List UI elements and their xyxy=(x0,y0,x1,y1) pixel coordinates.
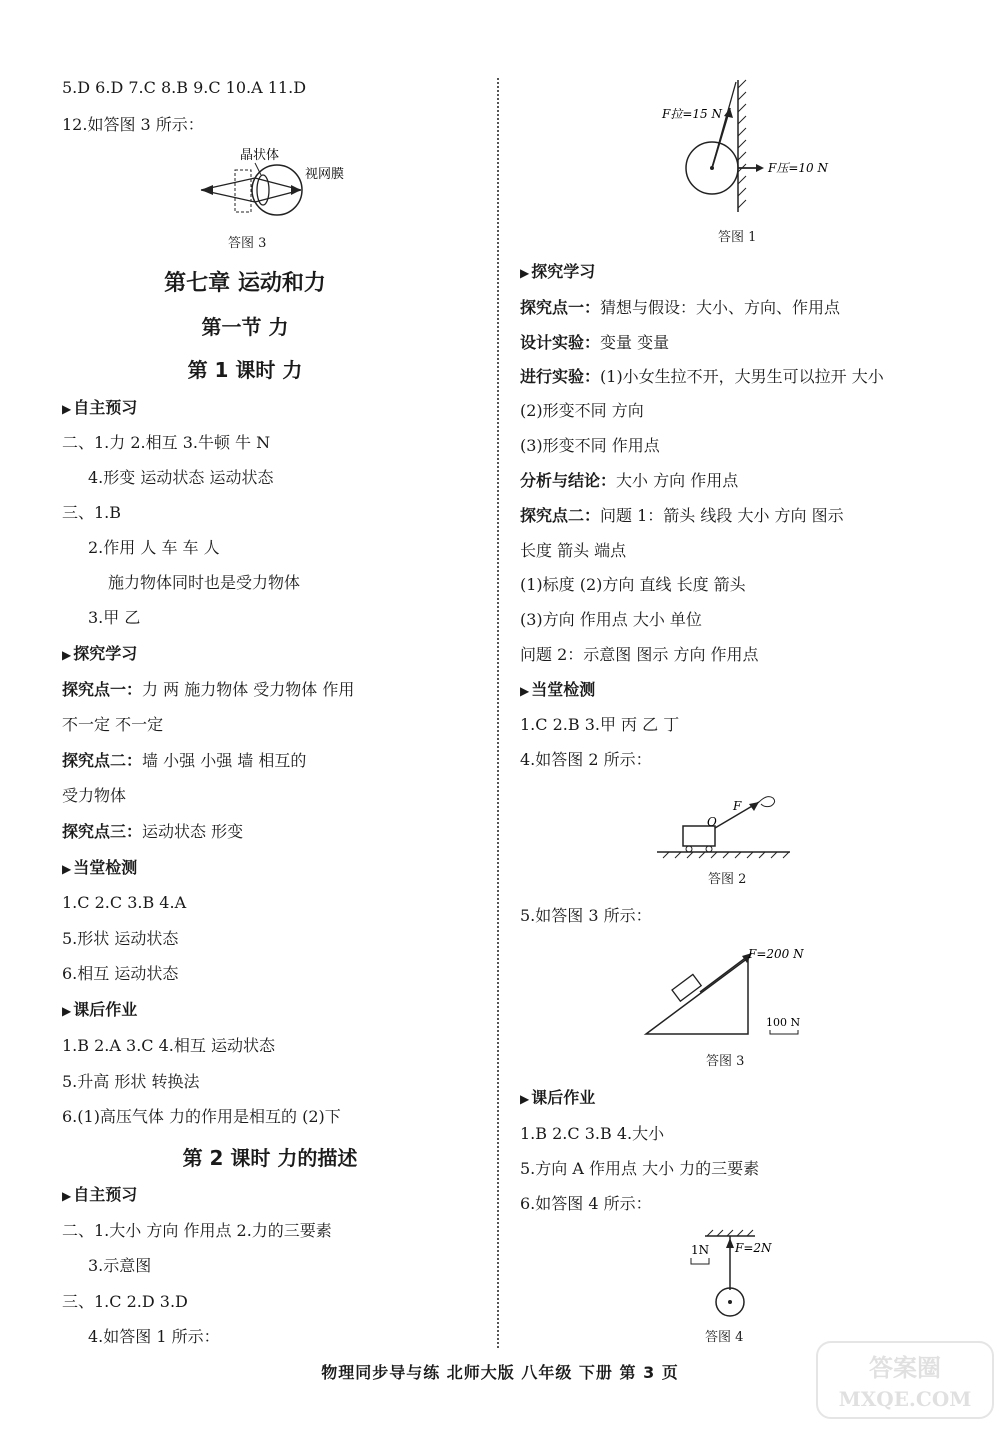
preview2-line: 二、1.大小 方向 作用点 2.力的三要素 xyxy=(62,1221,332,1240)
figure-1-caption: 答图 1 xyxy=(718,230,757,245)
lesson-2-title: 第 2 课时 力的描述 xyxy=(182,1146,358,1170)
explore-line: 探究点三：运动状态 形变 xyxy=(62,822,244,841)
fig2-o-label: O xyxy=(707,815,717,829)
chapter-title: 第七章 运动和力 xyxy=(164,271,326,296)
eye-lens-label: 晶状体 xyxy=(240,148,280,163)
explore2-line: 设计实验：变量 变量 xyxy=(520,333,670,352)
homework2-line: 5.方向 A 作用点 大小 力的三要素 xyxy=(520,1159,760,1178)
heading-check-2: ▶ 当堂检测 xyxy=(520,680,596,699)
explore2-line: (2)形变不同 方向 xyxy=(520,401,644,420)
explore2-line: (1)标度 (2)方向 直线 长度 箭头 xyxy=(520,575,746,594)
explore-line: 探究点一：力 两 施力物体 受力物体 作用 xyxy=(62,680,355,699)
homework2-line: 1.B 2.C 3.B 4.大小 xyxy=(520,1124,665,1143)
figure-1-ball-wall xyxy=(660,78,840,218)
explore2-line: 长度 箭头 端点 xyxy=(520,541,627,560)
eye-retina-label: 视网膜 xyxy=(305,167,345,182)
check2-line: 5.如答图 3 所示： xyxy=(520,906,652,925)
heading-preview-2: ▶ 自主预习 xyxy=(62,1185,138,1204)
explore2-line: 探究点二：问题 1：箭头 线段 大小 方向 图示 xyxy=(520,506,844,525)
lesson-1-title: 第 1 课时 力 xyxy=(187,358,303,382)
preview2-line: 4.如答图 1 所示： xyxy=(88,1327,220,1346)
figure-4-caption: 答图 4 xyxy=(705,1330,744,1345)
answers-5-11: 5.D 6.D 7.C 8.B 9.C 10.A 11.D xyxy=(62,78,307,97)
svg-text:答案圈: 答案圈 xyxy=(869,1353,941,1382)
preview2-line: 3.示意图 xyxy=(88,1256,152,1275)
check-line: 1.C 2.C 3.B 4.A xyxy=(62,893,187,912)
preview-line: 4.形变 运动状态 运动状态 xyxy=(88,468,274,487)
check-line: 6.相互 运动状态 xyxy=(62,964,179,983)
preview-line: 3.甲 乙 xyxy=(88,608,141,627)
preview-line: 2.作用 人 车 车 人 xyxy=(88,538,220,557)
explore2-line: 分析与结论：大小 方向 作用点 xyxy=(520,471,739,490)
preview-line: 三、1.B xyxy=(62,503,122,522)
heading-homework-1: ▶ 课后作业 xyxy=(62,1000,138,1019)
homework-line: 6.(1)高压气体 力的作用是相互的 (2)下 xyxy=(62,1107,341,1126)
fig3-f-label: F=200 N xyxy=(748,947,804,961)
explore-line: 受力物体 xyxy=(62,786,127,805)
figure-3-caption: 答图 3 xyxy=(706,1054,745,1069)
heading-explore-2: ▶ 探究学习 xyxy=(520,262,596,281)
heading-check-1: ▶ 当堂检测 xyxy=(62,858,138,877)
heading-explore-1: ▶ 探究学习 xyxy=(62,644,138,663)
explore-line: 探究点二：墙 小强 小强 墙 相互的 xyxy=(62,751,307,770)
section-title: 第一节 力 xyxy=(201,315,289,339)
eye-diagram xyxy=(195,145,355,235)
check2-line: 1.C 2.B 3.甲 丙 乙 丁 xyxy=(520,715,680,734)
check-line: 5.形状 运动状态 xyxy=(62,929,179,948)
explore2-line: (3)方向 作用点 大小 单位 xyxy=(520,610,702,629)
force-pull-label: F拉=15 N xyxy=(662,107,722,121)
explore2-line: (3)形变不同 作用点 xyxy=(520,436,660,455)
column-divider xyxy=(497,78,499,1348)
figure-2-caption: 答图 2 xyxy=(708,872,747,887)
fig4-f-label: F=2N xyxy=(735,1241,772,1255)
preview-line: 二、1.力 2.相互 3.牛顿 牛 N xyxy=(62,433,271,452)
watermark-logo xyxy=(815,1340,995,1420)
eye-caption: 答图 3 xyxy=(228,236,267,251)
explore2-line: 进行实验：(1)小女生拉不开，大男生可以拉开 大小 xyxy=(520,367,884,386)
homework-line: 1.B 2.A 3.C 4.相互 运动状态 xyxy=(62,1036,275,1055)
heading-preview-1: ▶ 自主预习 xyxy=(62,398,138,417)
homework2-line: 6.如答图 4 所示： xyxy=(520,1194,652,1213)
page-footer: 物理同步导与练 北师大版 八年级 下册 第 3 页 xyxy=(321,1363,679,1382)
heading-homework-2: ▶ 课后作业 xyxy=(520,1088,596,1107)
force-push-label: F压=10 N xyxy=(768,161,828,175)
check2-line: 4.如答图 2 所示： xyxy=(520,750,652,769)
explore2-line: 问题 2：示意图 图示 方向 作用点 xyxy=(520,645,759,664)
preview-line: 施力物体同时也是受力物体 xyxy=(108,573,301,592)
figure-4-pendulum xyxy=(675,1228,785,1320)
homework-line: 5.升高 形状 转换法 xyxy=(62,1072,200,1091)
fig3-scale-label: 100 N xyxy=(766,1016,801,1029)
figure-3-incline xyxy=(640,938,840,1042)
preview2-line: 三、1.C 2.D 3.D xyxy=(62,1292,188,1311)
figure-2-box-pull xyxy=(655,780,795,860)
fig2-f-label: F xyxy=(733,799,742,813)
svg-text:MXQE.COM: MXQE.COM xyxy=(838,1387,972,1411)
answer-12: 12.如答图 3 所示： xyxy=(62,115,204,134)
explore2-line: 探究点一：猜想与假设：大小、方向、作用点 xyxy=(520,298,841,317)
fig4-scale-label: 1N xyxy=(691,1243,710,1257)
explore-line: 不一定 不一定 xyxy=(62,715,164,734)
